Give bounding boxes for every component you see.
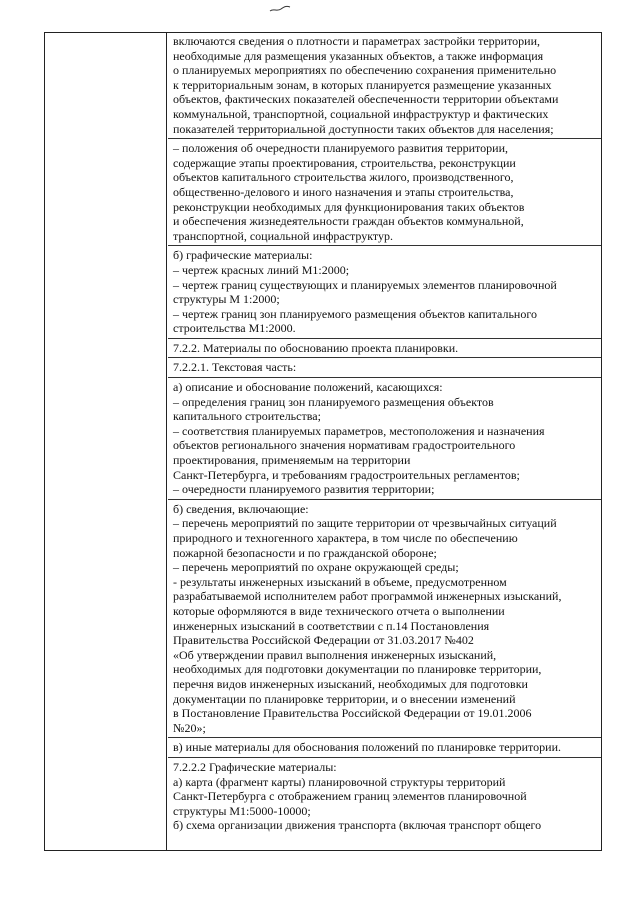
text-line: инженерных изысканий в соответствии с п.14 Постановления [173,618,490,633]
content-column [168,32,601,850]
text-line: Правительства Российской Федерации от 31.03.2017 №402 [173,633,474,648]
text-line: Санкт-Петербурга с отображением границ элементов планировочной [173,789,527,804]
document-table [44,32,602,851]
text-line: – перечень мероприятий по охране окружающей среды; [173,560,459,575]
text-line: объектов регионального значения нормативам градостроительного [173,438,516,453]
text-line: коммунальной, транспортной, социальной инфраструктур и фактических [173,106,549,121]
text-line: реконструкции необходимых для функционирования таких объектов [173,199,525,214]
text-line: необходимые для размещения указанных объектов, а также информация [173,48,544,63]
text-line: – соответствия планируемых параметров, местоположения и назначения [173,423,545,438]
text-line: о планируемых мероприятиях по обеспечению сохранения применительно [173,63,557,78]
text-line: – чертеж красных линий М1:2000; [173,262,350,277]
text-line: документации по планировке территории, и о внесении изменений [173,691,516,706]
text-block [168,358,601,378]
text-line: природного и техногенного характера, в том числе по обеспечению [173,531,518,545]
text-line: «Об утверждении правил выполнения инженерных изысканий, [173,647,497,662]
text-line: – определения границ зон планируемого размещения объектов [173,394,494,409]
text-line: 7.2.2.1. Текстовая часть: [173,360,297,375]
text-line: 7.2.2.2 Графические материалы: [173,759,337,774]
text-line: проектирования, применяемым на территории [173,453,411,468]
text-line: объектов, фактических показателей обеспеченности территории объектами [173,92,559,107]
text-line: а) описание и обоснование положений, касающихся: [173,380,443,395]
text-line: показателей территориальной доступности таких объектов для населения; [173,121,554,136]
text-line: а) карта (фрагмент карты) планировочной структуры территорий [173,774,506,789]
text-line: пожарной безопасности и по гражданской обороне; [173,545,437,560]
text-line: в Постановление Правительства Российской Федерации от 19.01.2006 [173,706,532,721]
text-line: б) схема организации движения транспорта (включая транспорт общего [173,818,542,833]
text-block [168,139,601,246]
text-line: - результаты инженерных изысканий в объеме, предусмотренном [173,574,507,589]
text-line: разрабатываемой исполнителем работ программой инженерных изысканий, [173,589,562,604]
text-line: структуры М 1:2000; [173,292,280,307]
text-line: которые оформляются в виде технического отчета о выполнении [173,603,505,618]
text-line: – чертеж границ существующих и планируемых элементов планировочной [173,277,557,292]
text-block [168,378,601,500]
handwritten-mark [269,4,291,14]
text-line: содержащие этапы проектирования, строительства, реконструкции [173,155,516,170]
text-block [168,500,601,739]
text-line: – чертеж границ зон планируемого размещения объектов капитального [173,306,537,321]
text-line: перечня видов инженерных изысканий, необходимых для подготовки [173,676,528,691]
text-line: объектов капитального строительства жилого, производственного, [173,170,514,185]
text-line: №20»; [173,720,206,735]
text-line: – очередности планируемого развития территории; [173,482,435,497]
text-block [168,339,601,359]
text-line: б) сведения, включающие: [173,501,309,516]
text-line: к территориальным зонам, в которых планируется размещение указанных [173,77,552,92]
text-block [168,32,601,139]
text-line: строительства М1:2000. [173,321,296,336]
text-block [168,758,601,835]
text-line: Санкт-Петербурга, и требованиям градостроительных регламентов; [173,467,520,482]
left-column [45,32,167,850]
text-line: капитального строительства; [173,409,321,424]
text-line: – положения об очередности планируемого развития территории, [173,141,508,156]
text-line: общественно-делового и иного назначения и этапы строительства, [173,184,514,199]
text-block [168,738,601,758]
text-line: в) иные материалы для обоснования положений по планировке территории. [173,740,561,755]
text-block [168,246,601,339]
text-line: необходимых для подготовки документации по планировке территории, [173,662,542,677]
text-line: включаются сведения о плотности и параметрах застройки территории, [173,34,541,48]
text-line: – перечень мероприятий по защите территории от чрезвычайных ситуаций [173,516,557,531]
text-line: транспортной, социальной инфраструктур. [173,228,393,243]
text-line: и обеспечения жизнедеятельности граждан объектов коммунальной, [173,214,524,229]
text-line: 7.2.2. Материалы по обоснованию проекта планировки. [173,340,459,355]
text-line: структуры М1:5000-10000; [173,803,311,818]
text-line: б) графические материалы: [173,248,313,263]
